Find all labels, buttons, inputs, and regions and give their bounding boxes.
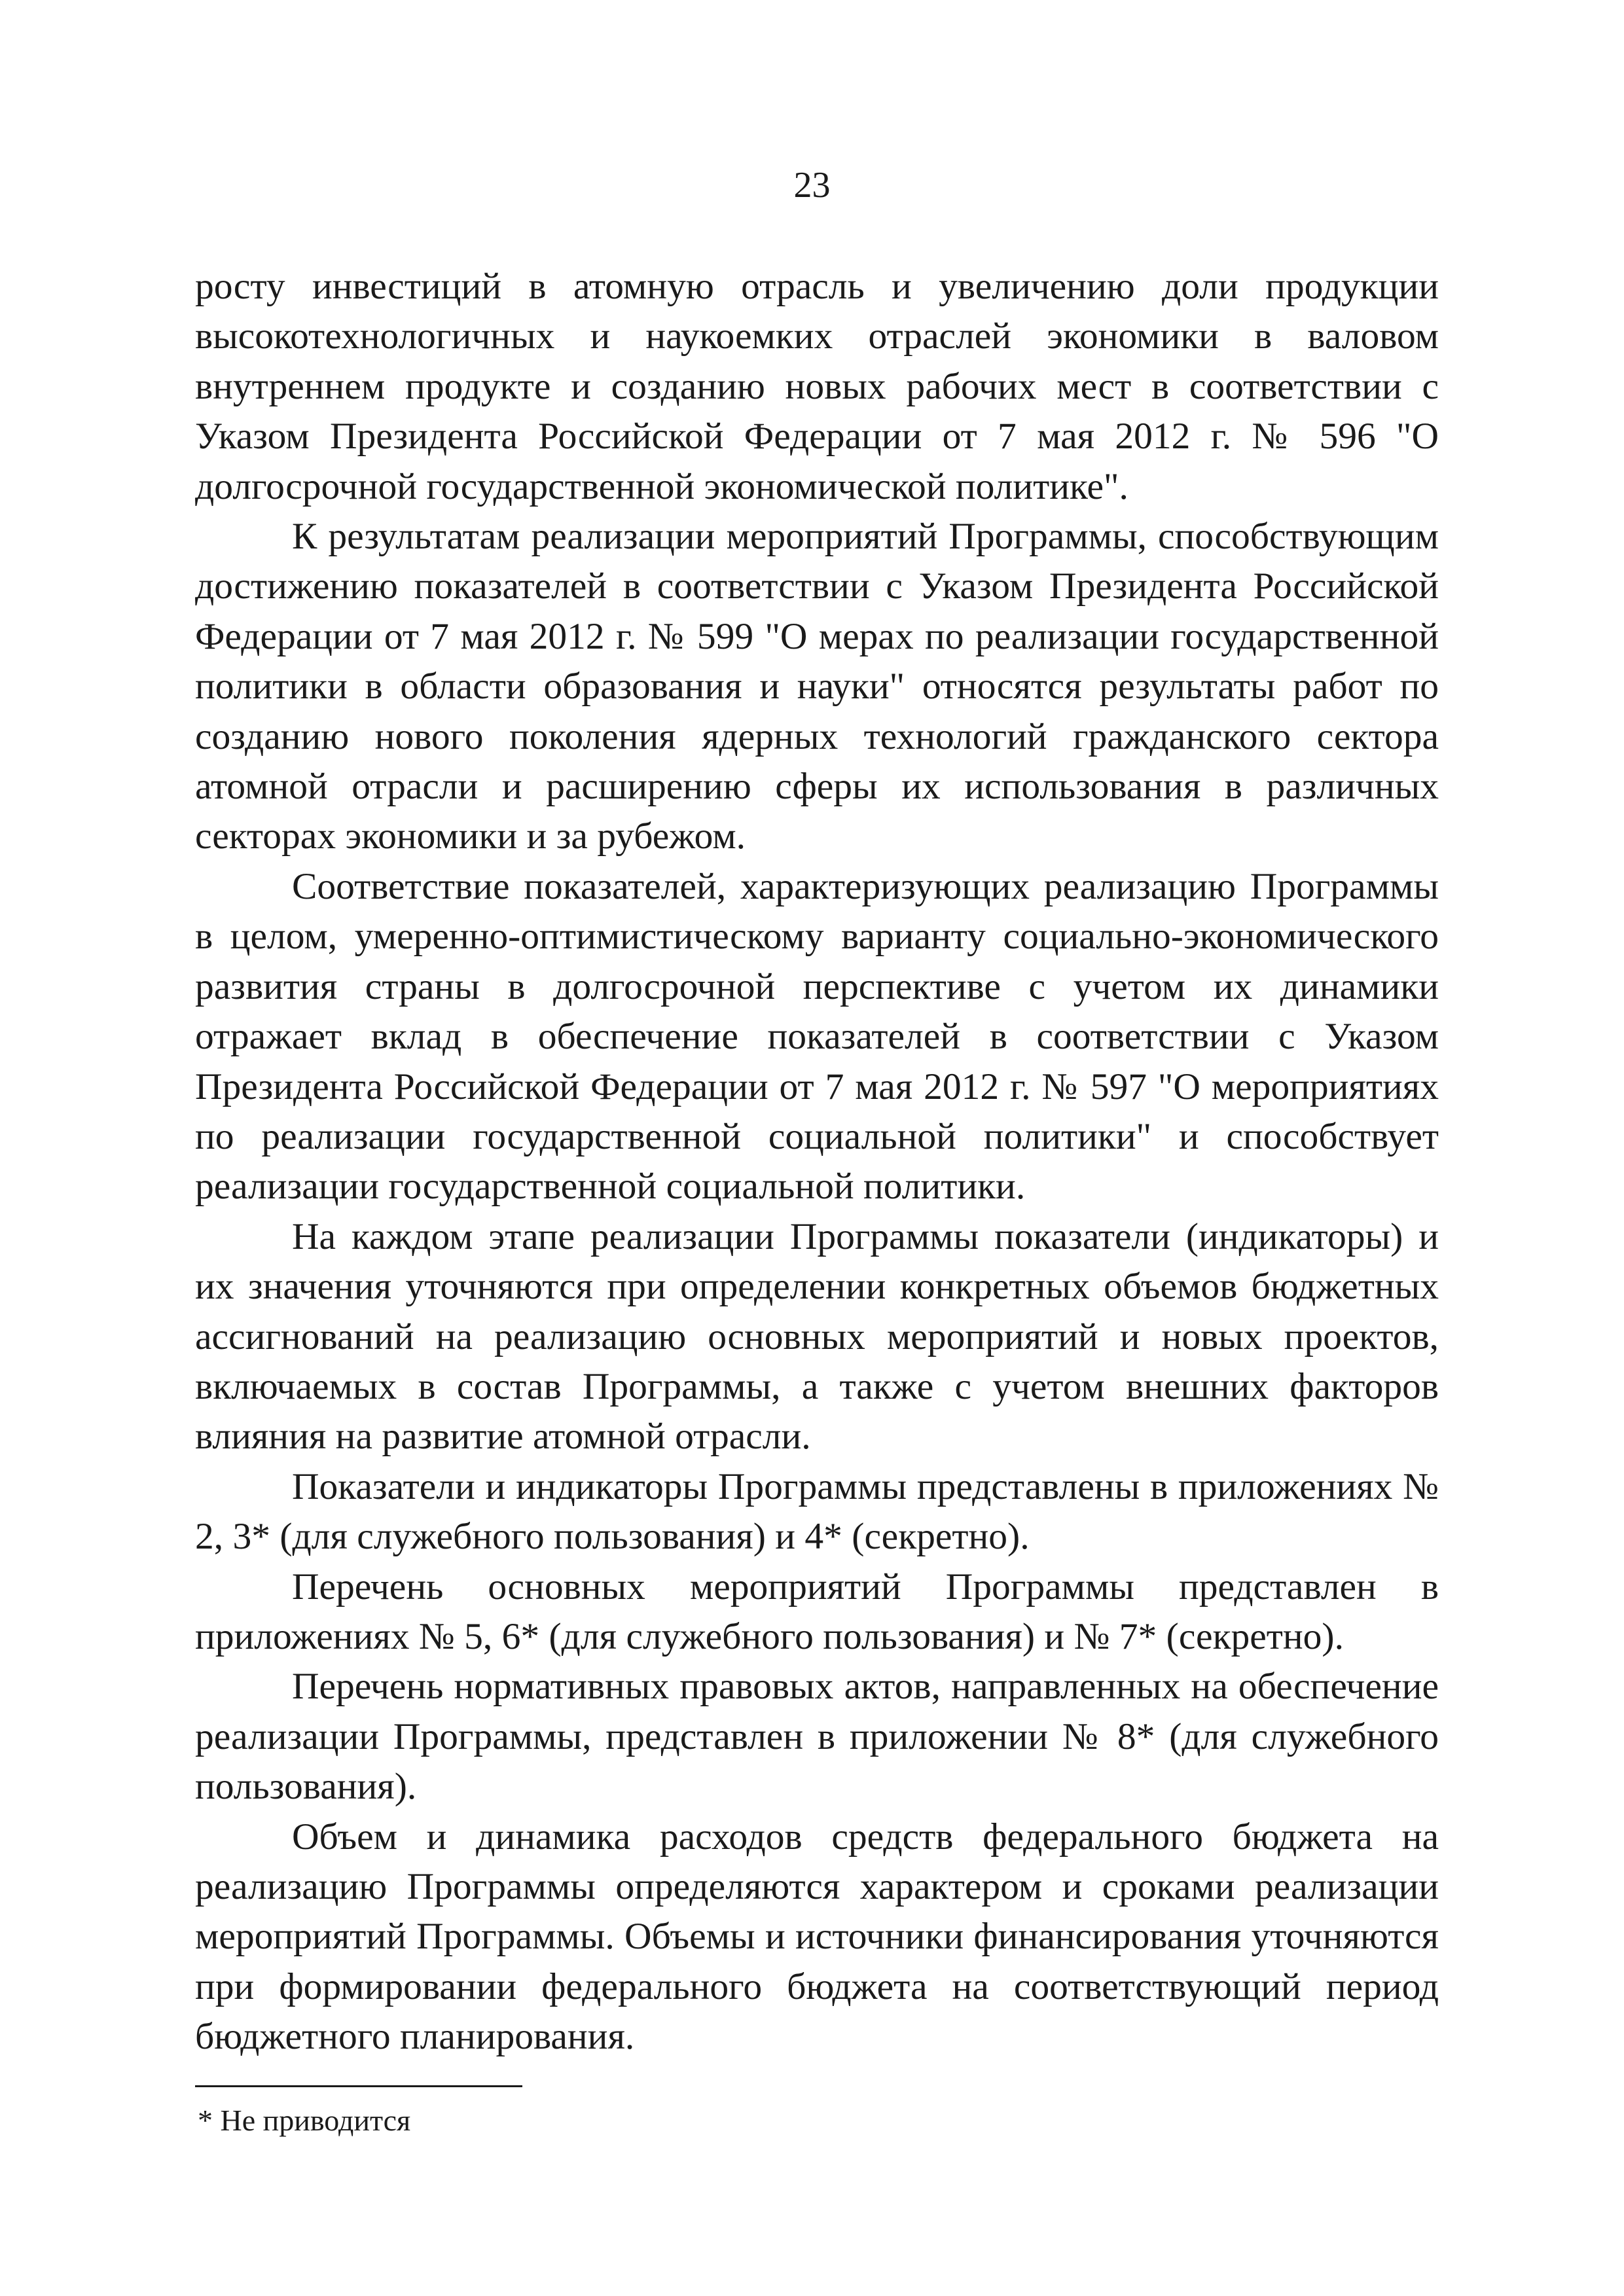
paragraph: Объем и динамика расходов средств федерального бюджета на реализацию Программы определяются характером и сроками реализации мероприятий Программы. Объемы и источники финансирования уточняются при формировании федерального бюджета на соответствующий период бюджетного планирования. — [195, 1816, 1439, 2058]
paragraph: На каждом этапе реализации Программы показатели (индикаторы) и их значения уточняются при определении конкретных объемов бюджетных ассигнований на реализацию основных мероприятий и новых проектов, включаемых в состав Программы, а также с учетом внешних факторов влияния на развитие атомной отрасли. — [195, 1215, 1439, 1458]
paragraph-continuation: росту инвестиций в атомную отрасль и увеличению доли продукции высокотехнологичных и наукоемких отраслей экономики в валовом внутреннем продукте и созданию новых рабочих мест в соответствии с Указом Президента Российской Федерации от 7 мая 2012 г. № 596 "О долгосрочной государственной экономической политике". — [195, 266, 1439, 507]
paragraph: Соответствие показателей, характеризующих реализацию Программы в целом, умеренно-оптимистическому варианту социально-экономического развития страны в долгосрочной перспективе с учетом их динамики отражает вклад в обеспечение показателей в соответствии с Указом Президента Российской Федерации от 7 мая 2012 г. № 597 "О мероприятиях по реализации государственной социальной политики" и способствует реализации государственной социальной политики. — [195, 865, 1439, 1208]
body-text — [195, 262, 1439, 2062]
paragraph: Перечень основных мероприятий Программы представлен в приложениях № 5, 6* (для служебного пользования) и № 7* (секретно). — [195, 1566, 1439, 1657]
page-number: 23 — [793, 165, 831, 206]
paragraph: К результатам реализации мероприятий Программы, способствующим достижению показателей в соответствии с Указом Президента Российской Федерации от 7 мая 2012 г. № 599 "О мерах по реализации государственной политики в области образования и науки" относятся результаты работ по созданию нового поколения ядерных технологий гражданского сектора атомной отрасли и расширению сферы их использования в различных секторах экономики и за рубежом. — [195, 516, 1439, 857]
paragraph: Перечень нормативных правовых актов, направленных на обеспечение реализации Программы, представлен в приложении № 8* (для служебного пользования). — [195, 1666, 1439, 1808]
paragraph: Показатели и индикаторы Программы представлены в приложениях № 2, 3* (для служебного пользования) и 4* (секретно). — [195, 1465, 1439, 1558]
footnote: * Не приводится — [198, 2104, 411, 2137]
footnote-separator — [195, 2085, 522, 2087]
